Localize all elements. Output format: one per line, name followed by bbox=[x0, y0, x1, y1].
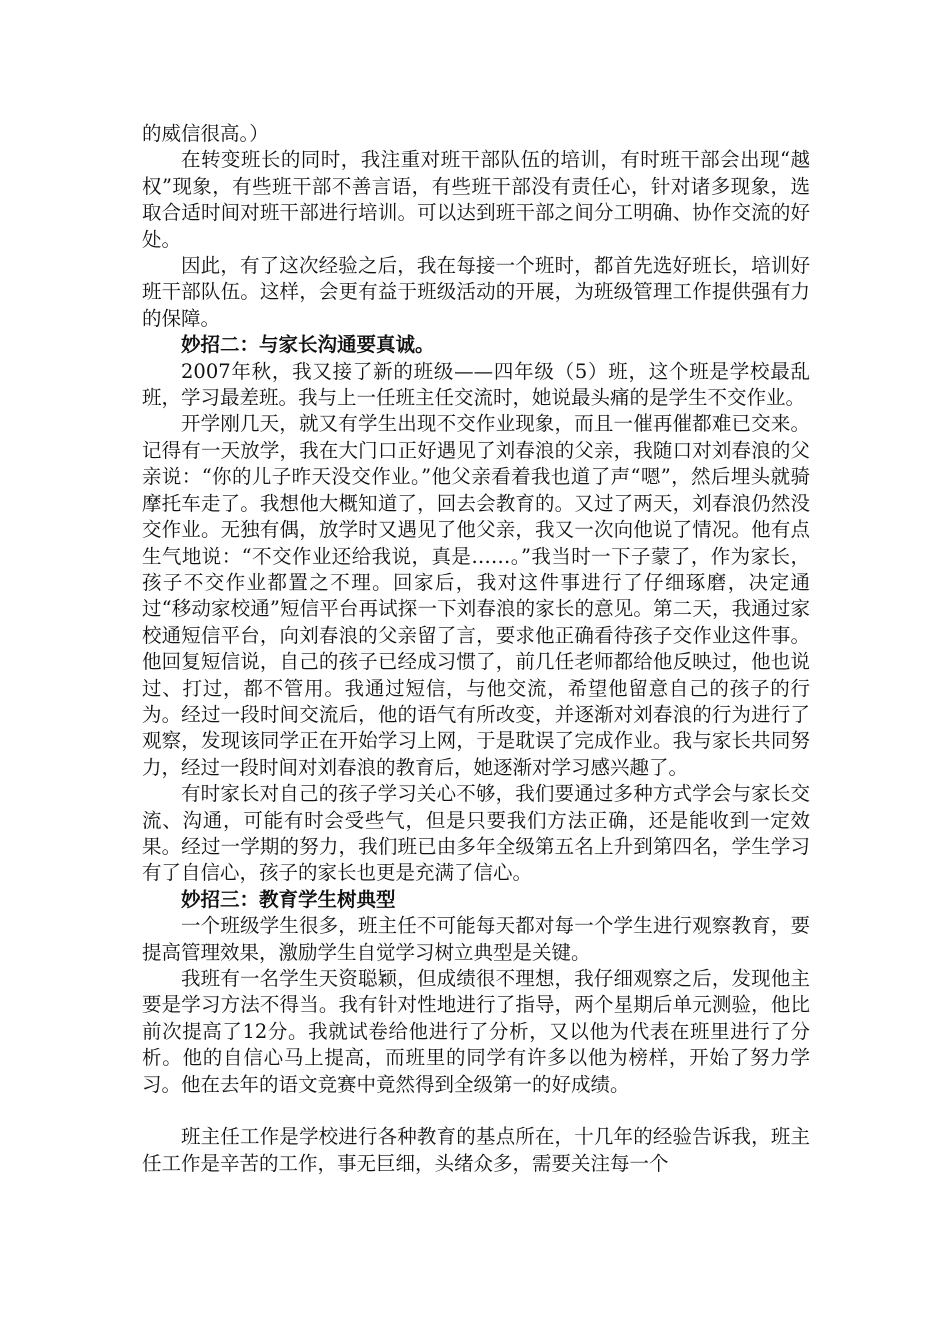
paragraph-role-model-intro: 一个班级学生很多，班主任不可能每天都对每一个学生进行观察教育，要提高管理效果，激励学生自觉学习树立典型是关键。 bbox=[142, 914, 810, 964]
paragraph-parent-communication-story: 开学刚几天，就又有学生出现不交作业现象，而且一催再催都难已交来。记得有一天放学，我在大门口正好遇见了刘春浪的父亲，我随口对刘春浪的父亲说：“你的儿子昨天没交作业。”他父亲看着我也道了声“嗯”，然后埋头就骑摩托车走了。我想他大概知道了，回去会教育的。又过了两天，刘春浪仍然没交作业。无独有偶，放学时又遇见了他父亲，我又一次向他说了情况。他有点生气地说：“不交作业还给我说，真是……。”我当时一下子蒙了，作为家长，孩子不交作业都置之不理。回家后，我对这件事进行了仔细琢磨，决定通过“移动家校通”短信平台再试探一下刘春浪的家长的意见。第二天，我通过家校通短信平台，向刘春浪的父亲留了言，要求他正确看待孩子交作业这件事。他回复短信说，自己的孩子已经成习惯了，前几任老师都给他反映过，他也说过、打过，都不管用。我通过短信，与他交流，希望他留意自己的孩子的行为。经过一段时间交流后，他的语气有所改变，并逐渐对刘春浪的行为进行了观察，发现该同学正在开始学习上网，于是耽误了完成作业。我与家长共同努力，经过一段时间对刘春浪的教育后，她逐渐对学习感兴趣了。 bbox=[142, 412, 810, 779]
paragraph-new-class-2007: 2007年秋，我又接了新的班级——四年级（5）班，这个班是学校最乱班，学习最差班。我与上一任班主任交流时，她说最头痛的是学生不交作业。 bbox=[142, 359, 810, 410]
paragraph-role-model-example: 我班有一名学生天资聪颖，但成绩很不理想，我仔细观察之后，发现他主要是学习方法不得当。我有针对性地进行了指导，两个星期后单元测验，他比前次提高了12分。我就试卷给他进行了分析，又以他为代表在班里进行了分析。他的自信心马上提高，而班里的同学有许多以他为榜样，开始了努力学习。他在去年的语文竞赛中竟然得到全级第一的好成绩。 bbox=[142, 967, 810, 1096]
paragraph-continuation: 的威信很高。） bbox=[142, 122, 269, 145]
paragraph-parent-communication-summary: 有时家长对自己的孩子学习关心不够，我们要通过多种方式学会与家长交流、沟通，可能有时会受些气，但是只要我们方法正确，还是能收到一定效果。经过一学期的努力，我们班已由多年全级第五名上升到第四名，学生学习有了自信心，孩子的家长也更是充满了信心。 bbox=[142, 782, 810, 885]
paragraph-conclusion: 班主任工作是学校进行各种教育的基点所在，十几年的经验告诉我，班主任工作是辛苦的工作，事无巨细，头绪众多，需要关注每一个 bbox=[142, 1125, 810, 1175]
blank-line bbox=[142, 1098, 810, 1124]
document-body bbox=[142, 121, 810, 1177]
paragraph-experience-summary: 因此，有了这次经验之后，我在每接一个班时，都首先选好班长，培训好班干部队伍。这样，会更有益于班级活动的开展，为班级管理工作提供强有力的保障。 bbox=[142, 254, 810, 330]
paragraph-class-cadre-training: 在转变班长的同时，我注重对班干部队伍的培训，有时班干部会出现“越权”现象，有些班干部不善言语，有些班干部没有责任心，针对诸多现象，选取合适时间对班干部进行培训。可以达到班干部之间分工明确、协作交流的好处。 bbox=[142, 148, 810, 251]
section-heading-tip-three: 妙招三：教育学生树典型 bbox=[181, 887, 396, 911]
section-heading-tip-two: 妙招二：与家长沟通要真诚。 bbox=[181, 333, 435, 357]
